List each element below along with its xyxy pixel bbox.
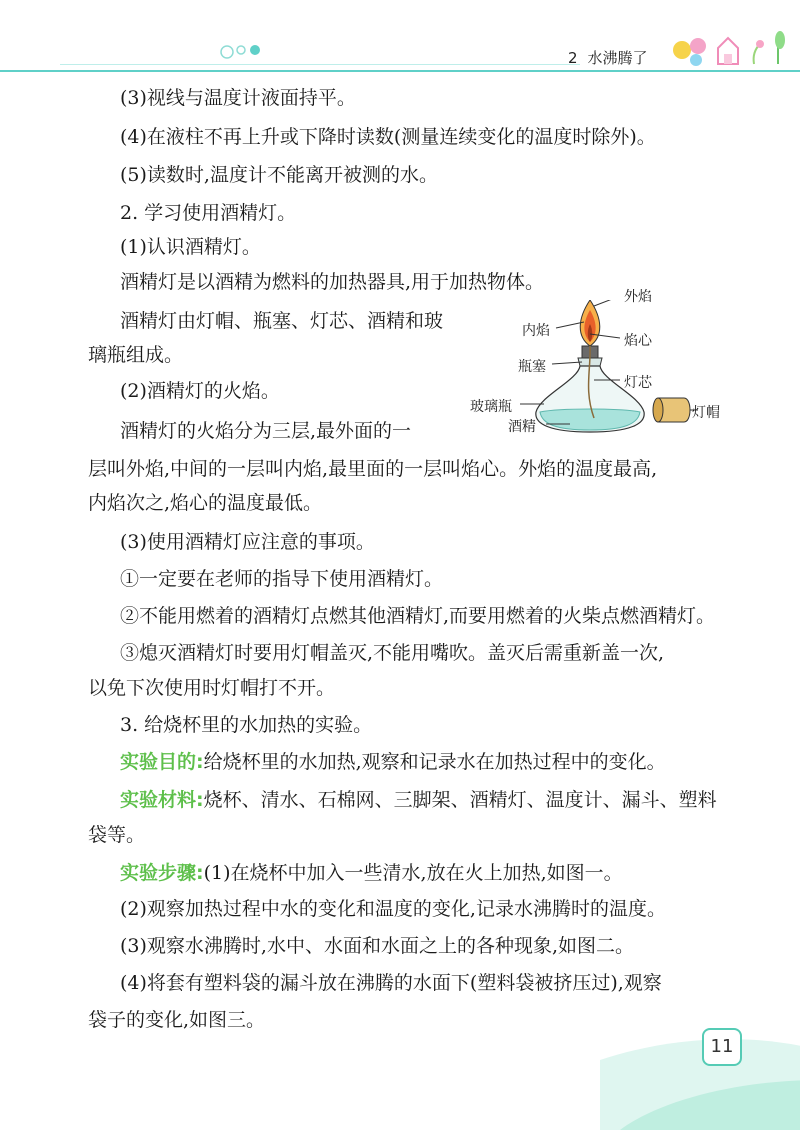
paragraph: 酒精灯是以酒精为燃料的加热器具,用于加热物体。 bbox=[120, 271, 545, 293]
section-heading: 2. 学习使用酒精灯。 bbox=[120, 202, 297, 224]
paragraph: (5)读数时,温度计不能离开被测的水。 bbox=[120, 164, 438, 186]
paragraph: 酒精灯由灯帽、瓶塞、灯芯、酒精和玻 bbox=[120, 310, 444, 332]
chapter-header bbox=[568, 47, 648, 68]
paragraph: (4)在液柱不再上升或下降时读数(测量连续变化的温度时除外)。 bbox=[120, 126, 656, 148]
paragraph: (1)认识酒精灯。 bbox=[120, 236, 261, 258]
paragraph: (2)酒精灯的火焰。 bbox=[120, 380, 280, 402]
label-stopper: 瓶塞 bbox=[518, 359, 546, 375]
purpose-label: 实验目的: bbox=[120, 751, 204, 773]
label-outer-flame: 外焰 bbox=[624, 289, 652, 305]
label-alcohol: 酒精 bbox=[508, 419, 536, 435]
step-text: (1)在烧杯中加入一些清水,放在火上加热,如图一。 bbox=[203, 862, 623, 884]
experiment-step bbox=[120, 860, 623, 886]
alcohol-lamp-figure bbox=[470, 289, 730, 450]
label-flame-core: 焰心 bbox=[624, 333, 652, 349]
paragraph: (3)视线与温度计液面持平。 bbox=[120, 87, 356, 109]
steps-label: 实验步骤: bbox=[120, 862, 204, 884]
experiment-materials bbox=[120, 787, 717, 813]
chapter-title: 水沸腾了 bbox=[587, 49, 648, 67]
header-rule-thin bbox=[60, 64, 580, 65]
experiment-step: (2)观察加热过程中水的变化和温度的变化,记录水沸腾时的温度。 bbox=[120, 898, 666, 920]
experiment-step: 袋子的变化,如图三。 bbox=[88, 1009, 266, 1031]
label-wick: 灯芯 bbox=[624, 375, 652, 391]
page-number: 11 bbox=[702, 1028, 742, 1066]
experiment-step: (4)将套有塑料袋的漏斗放在沸腾的水面下(塑料袋被挤压过),观察 bbox=[120, 972, 662, 994]
materials-text: 烧杯、清水、石棉网、三脚架、酒精灯、温度计、漏斗、塑料 bbox=[203, 789, 717, 811]
experiment-step: (3)观察水沸腾时,水中、水面和水面之上的各种现象,如图二。 bbox=[120, 935, 634, 957]
paragraph: 以免下次使用时灯帽打不开。 bbox=[88, 677, 336, 699]
paragraph: 内焰次之,焰心的温度最低。 bbox=[88, 492, 323, 514]
label-glass-bottle: 玻璃瓶 bbox=[470, 399, 512, 415]
paragraph: 酒精灯的火焰分为三层,最外面的一 bbox=[120, 420, 412, 442]
footer-wave-decoration bbox=[600, 1010, 800, 1130]
experiment-purpose bbox=[120, 749, 666, 775]
chapter-number: 2 bbox=[568, 49, 578, 67]
purpose-text: 给烧杯里的水加热,观察和记录水在加热过程中的变化。 bbox=[203, 751, 666, 773]
materials-label: 实验材料: bbox=[120, 789, 204, 811]
paragraph: ①一定要在老师的指导下使用酒精灯。 bbox=[120, 568, 444, 590]
paragraph: ②不能用燃着的酒精灯点燃其他酒精灯,而要用燃着的火柴点燃酒精灯。 bbox=[120, 605, 716, 627]
section-heading: 3. 给烧杯里的水加热的实验。 bbox=[120, 714, 373, 736]
label-cap: 灯帽 bbox=[692, 405, 720, 421]
paragraph: 层叫外焰,中间的一层叫内焰,最里面的一层叫焰心。外焰的温度最高, bbox=[88, 458, 658, 480]
kids-decoration-icon bbox=[668, 24, 796, 72]
label-inner-flame: 内焰 bbox=[522, 323, 550, 339]
paragraph: ③熄灭酒精灯时要用灯帽盖灭,不能用嘴吹。盖灭后需重新盖一次, bbox=[120, 642, 665, 664]
materials-text-continued: 袋等。 bbox=[88, 824, 146, 846]
paragraph: 璃瓶组成。 bbox=[88, 344, 184, 366]
paragraph: (3)使用酒精灯应注意的事项。 bbox=[120, 531, 375, 553]
bubbles-decoration-icon bbox=[215, 38, 275, 62]
